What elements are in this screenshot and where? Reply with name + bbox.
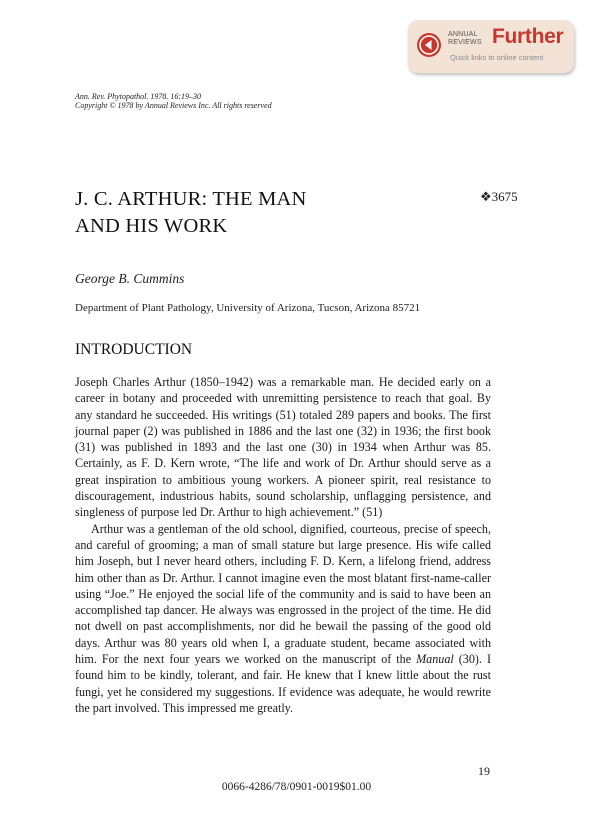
title-line-1: J. C. ARTHUR: THE MAN: [75, 188, 307, 210]
section-heading: INTRODUCTION: [75, 341, 193, 358]
manual-title: Manual: [416, 652, 454, 667]
footer-code: 0066-4286/78/0901-0019$01.00: [221, 781, 372, 793]
citation-header: [75, 92, 272, 110]
author-name: George B. Cummins: [75, 271, 185, 286]
paragraph-1: Joseph Charles Arthur (1850–1942) was a remarkable man. He decided early on a career in botany and proceeded with unremitting persistence to reach that goal. By any standard he succeeded. His writings (51) totaled 289 papers and books. The first journal paper (2) was published in 1886 and the last one (32) in 1936; the first book (31) was published in 1893 and the last one (30) in 1934 when Arthur was 85. Certainly, as F. D. Kern wrote, “The life and work of Dr. Arthur should serve as a great inspiration to ambitious young workers. A pioneer spirit, real resistance to discouragement, industrious habits, sound scholarship, unflagging persistence, and singleness of purpose led Dr. Arthur to high achievement.” (51): [75, 375, 491, 520]
article-body: [75, 374, 491, 716]
reviews-label: REVIEWS: [448, 39, 482, 46]
paragraph-2: [75, 521, 491, 717]
article-title: [75, 186, 307, 240]
page-number: 19: [478, 764, 490, 778]
journal-citation: Ann. Rev. Phytopathol. 1978. 16:19–30: [75, 92, 202, 101]
paragraph-2-text-b: (30). I found him to be kindly, tolerant, and fair. He knew that I knew little about the rust fungi, yet he considered my suggestions. If evidence was adequate, he would rewrite the part involved. This impressed me greatly.: [75, 652, 491, 715]
copyright-line: Copyright © 1978 by Annual Reviews Inc. All rights reserved: [75, 101, 272, 110]
title-line-2: AND HIS WORK: [75, 215, 228, 237]
annual-reviews-logo: [448, 31, 482, 47]
further-title: Further: [492, 25, 564, 48]
article-code: ❖3675: [480, 189, 518, 204]
further-badge[interactable]: [408, 20, 574, 73]
paragraph-2-text-a: Arthur was a gentleman of the old school, dignified, courteous, precise of speech, and careful of grooming; a man of small stature but large presence. His wife called him Joseph, but I never heard others, including F. D. Kern, a lifelong friend, address him other than as Dr. Arthur. I cannot imagine even the most blatant first-name-caller using “Joe.” He enjoyed the social life of the community and is said to have been an accomplished tap dancer. He always was engrossed in the project of the time. He did not dwell on past accomplishments, nor did he bewail the passing of the good old days. Arthur was 80 years old when I, a graduate student, became associated with him. For the next four years we worked on the manuscript of the: [75, 521, 491, 667]
arrow-left-icon: [417, 33, 441, 57]
author-affiliation: Department of Plant Pathology, University of Arizona, Tucson, Arizona 85721: [75, 302, 421, 314]
further-subtitle: Quick links to online content: [450, 53, 544, 62]
annual-label: ANNUAL: [448, 31, 478, 38]
